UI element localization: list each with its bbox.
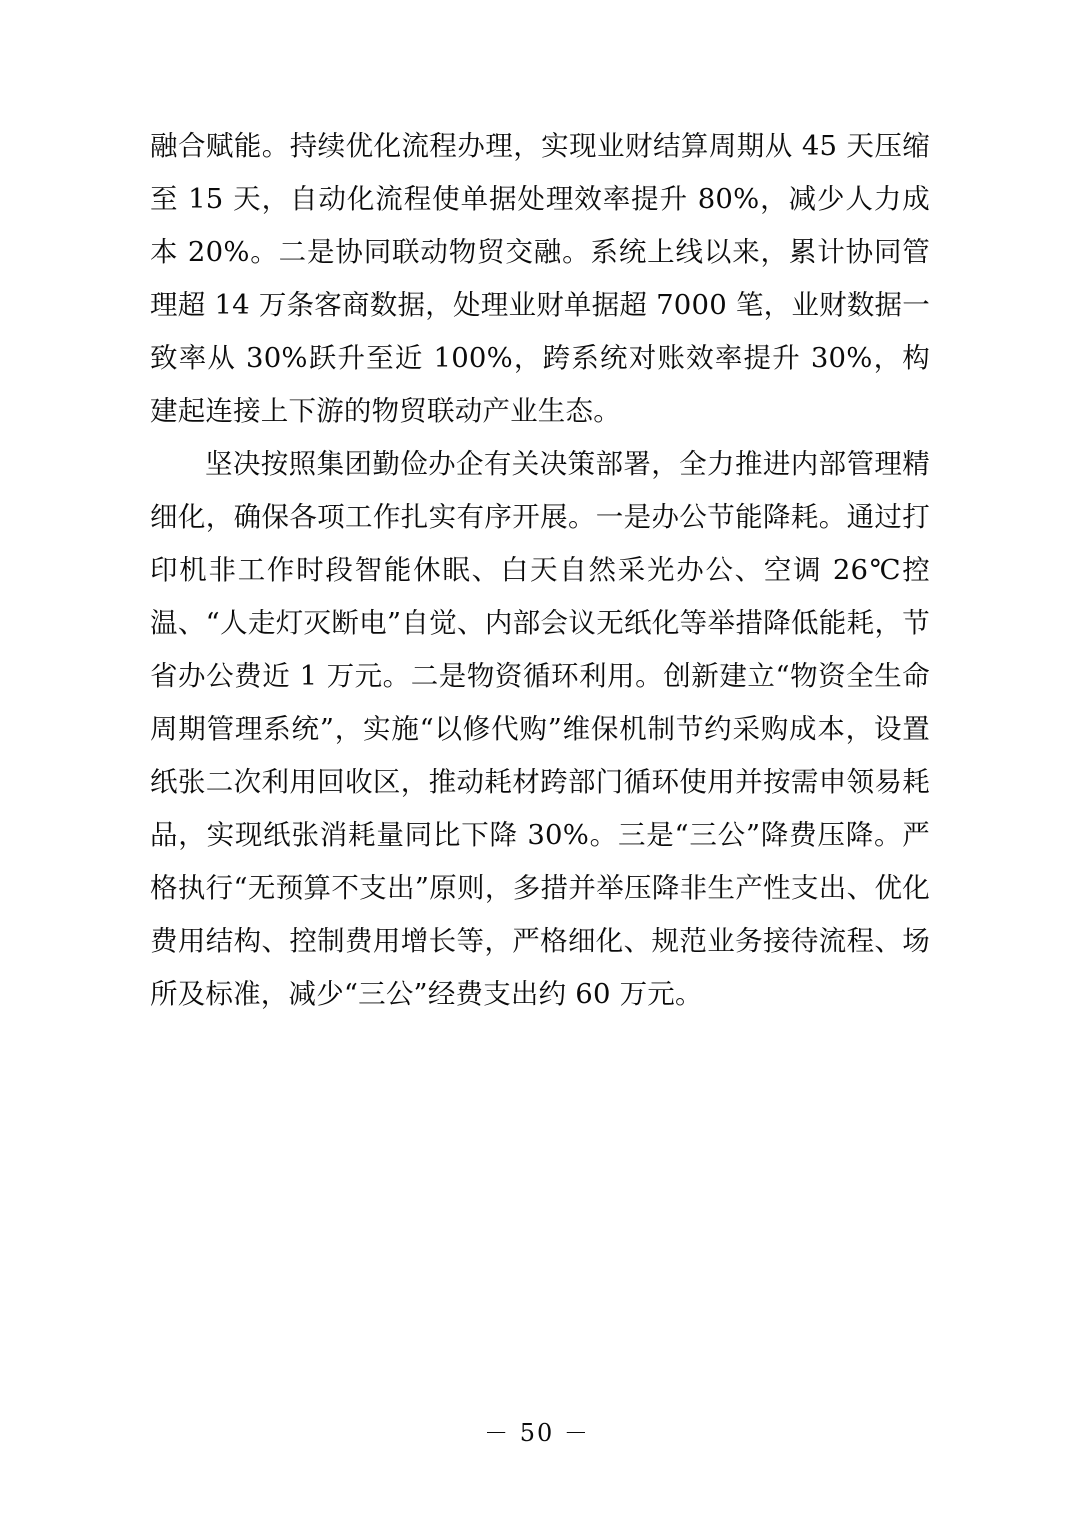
page-body (150, 120, 930, 1021)
body-paragraph-2: 坚决按照集团勤俭办企有关决策部署，全力推进内部管理精细化，确保各项工作扎实有序开展。一是办公节能降耗。通过打印机非工作时段智能休眠、白天自然采光办公、空调 26℃控温、“人走灯灭断电”自觉、内部会议无纸化等举措降低能耗，节省办公费近 1 万元。二是物资循环利用。创新建立“物资全生命周期管理系统”，实施“以修代购”维保机制节约采购成本，设置纸张二次利用回收区，推动耗材跨部门循环使用并按需申领易耗品，实现纸张消耗量同比下降 30%。三是“三公”降费压降。严格执行“无预算不支出”原则，多措并举压降非生产性支出、优化费用结构、控制费用增长等，严格细化、规范业务接待流程、场所及标准，减少“三公”经费支出约 60 万元。 (150, 448, 930, 1010)
page-number: － 50 － (484, 1419, 590, 1447)
body-paragraph-1: 融合赋能。持续优化流程办理，实现业财结算周期从 45 天压缩至 15 天，自动化流程使单据处理效率提升 80%，减少人力成本 20%。二是协同联动物贸交融。系统上线以来，累计协同管理超 14 万条客商数据，处理业财单据超 7000 笔，业财数据一致率从 30%跃升至近 100%，跨系统对账效率提升 30%，构建起连接上下游的物贸联动产业生态。 (150, 130, 930, 427)
page-footer (0, 1413, 1074, 1448)
